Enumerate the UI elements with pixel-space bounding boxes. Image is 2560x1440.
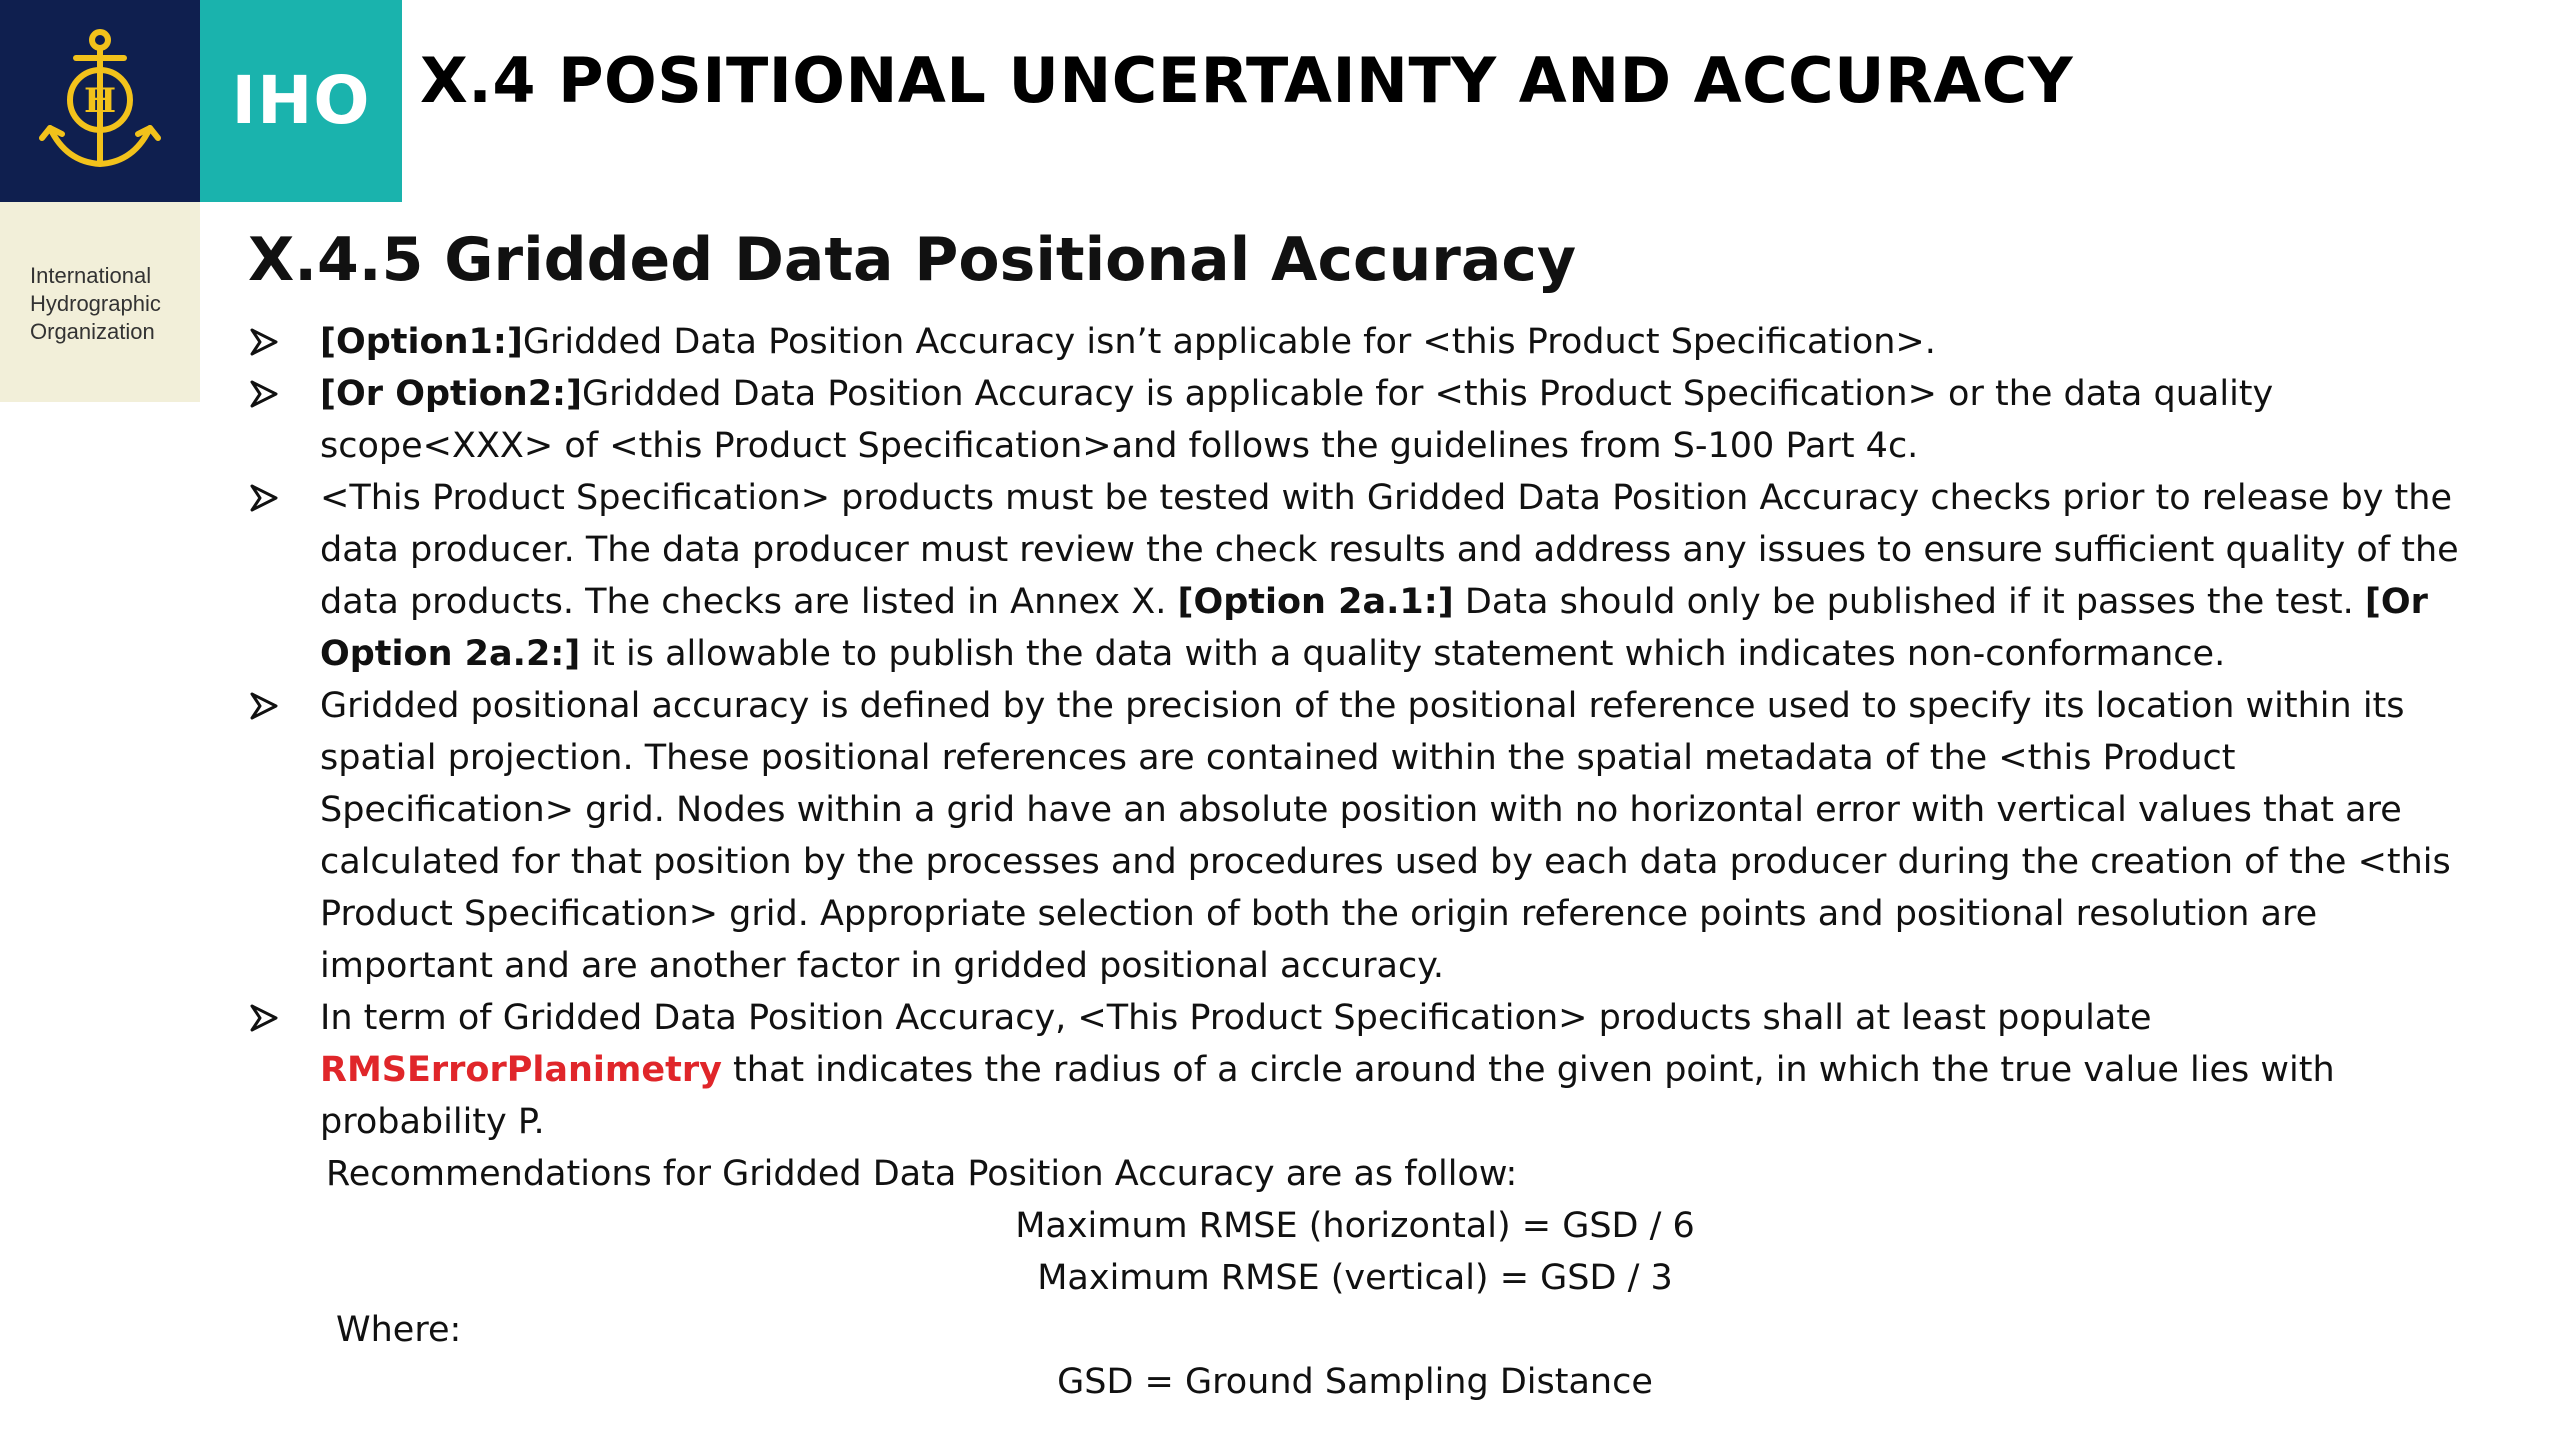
highlighted-attribute-name: RMSErrorPlanimetry	[320, 1050, 722, 1090]
bullet-text: Gridded Data Position Accuracy isn’t applicable for <this Product Specification>.	[522, 322, 1936, 362]
bullet-text: it is allowable to publish the data with a quality statement which indicates non-conformance.	[580, 634, 2226, 674]
bullet-text: <This Product Specification> products must be tested with Gridded Data Position Accuracy checks prior to release by the data producer. The data producer must review the check results and address any issues to ensure sufficient quality of the data products. The checks are listed in Annex X.	[320, 478, 2459, 622]
bullet-list	[248, 316, 2468, 1148]
slide-content	[248, 316, 2468, 1148]
svg-text:H: H	[83, 81, 117, 121]
formula-vertical: Maximum RMSE (vertical) = GSD / 3	[1037, 1258, 1673, 1298]
bullet-item	[248, 316, 2468, 368]
bullet-item	[248, 992, 2468, 1148]
anchor-emblem-icon	[36, 24, 164, 174]
organization-name-line: International	[30, 263, 152, 288]
option-label: [Option1:]	[320, 322, 523, 362]
bullet-text: In term of Gridded Data Position Accuracy, <This Product Specification> products shall at least populate	[320, 998, 2152, 1038]
bullet-text: Gridded positional accuracy is defined by the precision of the positional reference used to specify its location within its spatial projection. These positional references are contained within the spatial metadata of the <this Product Specification> grid. Nodes within a grid have an absolute position with no horizontal error with vertical values that are calculated for that position by the processes and procedures used by each data producer during the creation of the <this Product Specification> grid. Appropriate selection of both the origin reference points and positional resolution are important and are another factor in gridded positional accuracy.	[320, 686, 2451, 986]
arrowhead-bullet-icon	[248, 482, 280, 514]
arrowhead-bullet-icon	[248, 378, 280, 410]
arrowhead-bullet-icon	[248, 690, 280, 722]
organization-name-line: Organization	[30, 319, 155, 344]
bullet-text: Data should only be published if it passes the test.	[1453, 582, 2365, 622]
formula-horizontal: Maximum RMSE (horizontal) = GSD / 6	[1015, 1206, 1695, 1246]
logo-abbreviation: IHO	[231, 62, 371, 139]
arrowhead-bullet-icon	[248, 326, 280, 358]
organization-name	[30, 262, 161, 346]
recommendations-intro: Recommendations for Gridded Data Position Accuracy are as follow:	[326, 1154, 1518, 1194]
option-label: [Or Option2:]	[320, 374, 583, 414]
bullet-text: Gridded Data Position Accuracy is applicable for <this Product Specification> or the data quality scope<XXX> of <this Product Specification>and follows the guidelines from S-100 Part 4c.	[320, 374, 2274, 466]
bullet-item	[248, 472, 2468, 680]
gsd-definition: GSD = Ground Sampling Distance	[1057, 1362, 1653, 1402]
option-label: [Or Option 2a.2:]	[320, 582, 2428, 674]
logo-abbreviation-panel	[200, 0, 402, 202]
logo-emblem-panel	[0, 0, 200, 202]
slide-header-title: X.4 POSITIONAL UNCERTAINTY AND ACCURACY	[420, 44, 2074, 117]
bullet-item	[248, 680, 2468, 992]
option-label: [Option 2a.1:]	[1177, 582, 1454, 622]
bullet-item	[248, 368, 2468, 472]
logo-organization-panel	[0, 202, 200, 402]
arrowhead-bullet-icon	[248, 1002, 280, 1034]
bullet-text: that indicates the radius of a circle around the given point, in which the true value lies with probability P.	[320, 1050, 2335, 1142]
where-label: Where:	[336, 1310, 462, 1350]
organization-name-line: Hydrographic	[30, 291, 161, 316]
section-title: X.4.5 Gridded Data Positional Accuracy	[248, 225, 1577, 295]
